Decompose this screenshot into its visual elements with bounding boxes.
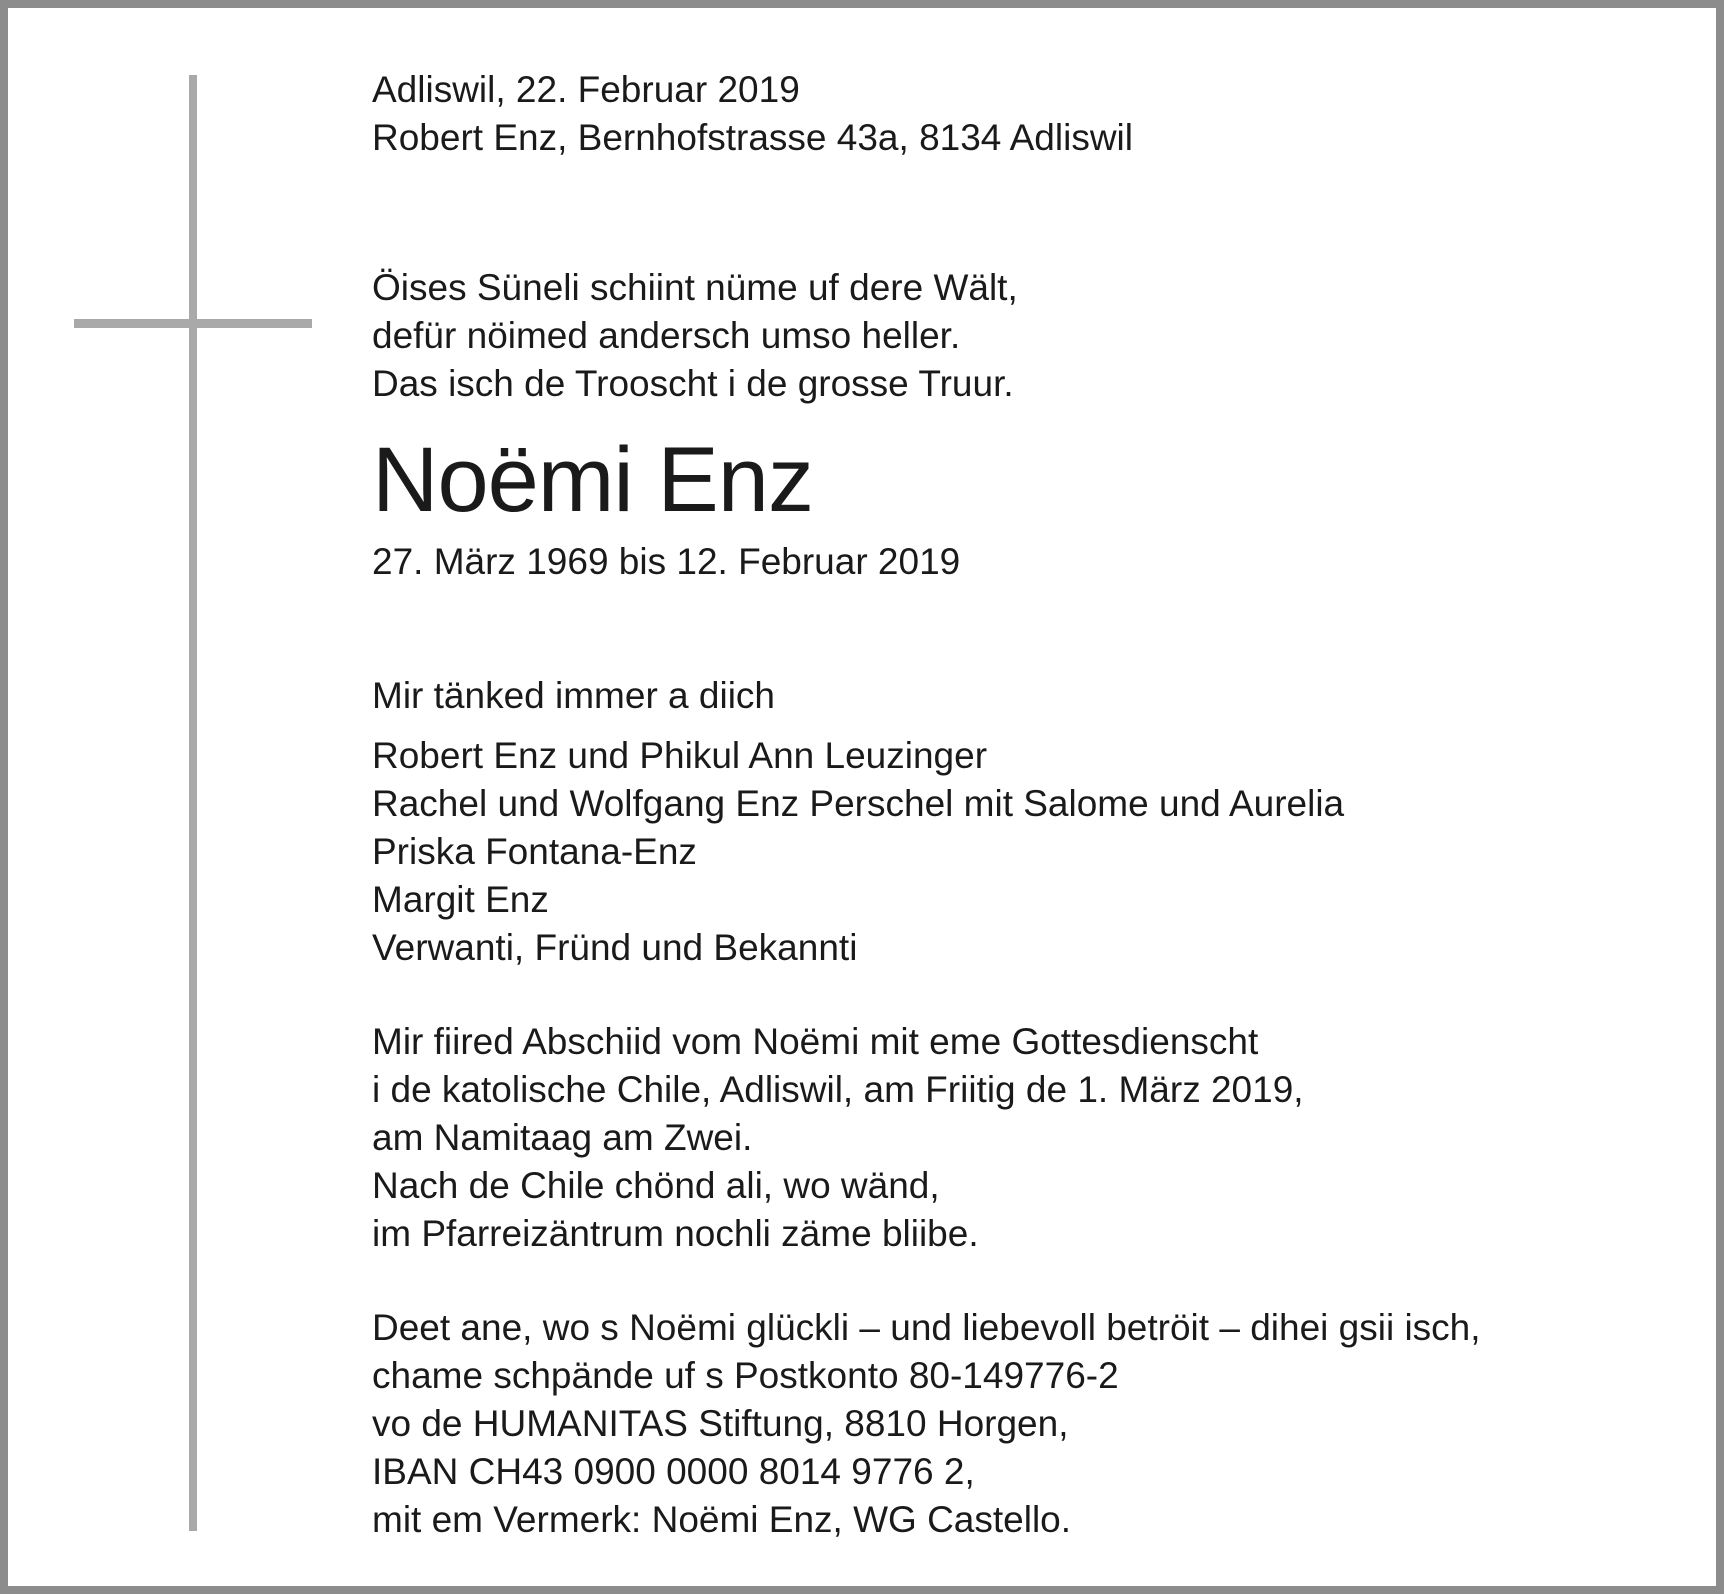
service-line: im Pfarreizäntrum nochli zäme bliibe. [372, 1213, 979, 1254]
donation-info-block [372, 1304, 1672, 1544]
remembrance-line: Mir tänked immer a diich [372, 675, 776, 716]
donation-line: chame schpände uf s Postkonto 80-149776-2 [372, 1355, 1119, 1396]
verse-line: Das isch de Trooscht i de grosse Truur. [372, 363, 1014, 404]
header-block [372, 66, 1672, 162]
verse-line: Öises Süneli schiint nüme uf dere Wält, [372, 267, 1018, 308]
donation-line: Deet ane, wo s Noëmi glückli – und liebevoll betröit – dihei gsii isch, [372, 1307, 1481, 1348]
mourner-entry: Robert Enz und Phikul Ann Leuzinger [372, 735, 988, 776]
service-line: i de katolische Chile, Adliswil, am Friitig de 1. März 2019, [372, 1069, 1304, 1110]
cross-symbol-horizontal-bar [74, 319, 312, 328]
obituary-content [372, 66, 1672, 1544]
life-dates: 27. März 1969 bis 12. Februar 2019 [372, 541, 961, 582]
deceased-name: Noëmi Enz [372, 429, 813, 531]
service-line: am Namitaag am Zwei. [372, 1117, 753, 1158]
verse-line: defür nöimed andersch umso heller. [372, 315, 961, 356]
mourner-entry: Rachel und Wolfgang Enz Perschel mit Salome und Aurelia [372, 783, 1345, 824]
service-info-block [372, 1018, 1672, 1258]
remembrance-block [372, 672, 1672, 720]
service-line: Mir fiired Abschiid vom Noëmi mit eme Gottesdienscht [372, 1021, 1259, 1062]
donation-line: IBAN CH43 0900 0000 8014 9776 2, [372, 1451, 975, 1492]
verse-block [372, 264, 1672, 408]
mourner-entry: Margit Enz [372, 879, 549, 920]
place-date: Adliswil, 22. Februar 2019 [372, 69, 800, 110]
mourner-entry: Verwanti, Fründ und Bekannti [372, 927, 858, 968]
mourner-entry: Priska Fontana-Enz [372, 831, 697, 872]
donation-line: mit em Vermerk: Noëmi Enz, WG Castello. [372, 1499, 1072, 1540]
contact-address: Robert Enz, Bernhofstrasse 43a, 8134 Adliswil [372, 117, 1133, 158]
service-line: Nach de Chile chönd ali, wo wänd, [372, 1165, 940, 1206]
mourners-list [372, 732, 1672, 972]
cross-symbol-vertical-bar [189, 75, 197, 1531]
donation-line: vo de HUMANITAS Stiftung, 8810 Horgen, [372, 1403, 1069, 1444]
